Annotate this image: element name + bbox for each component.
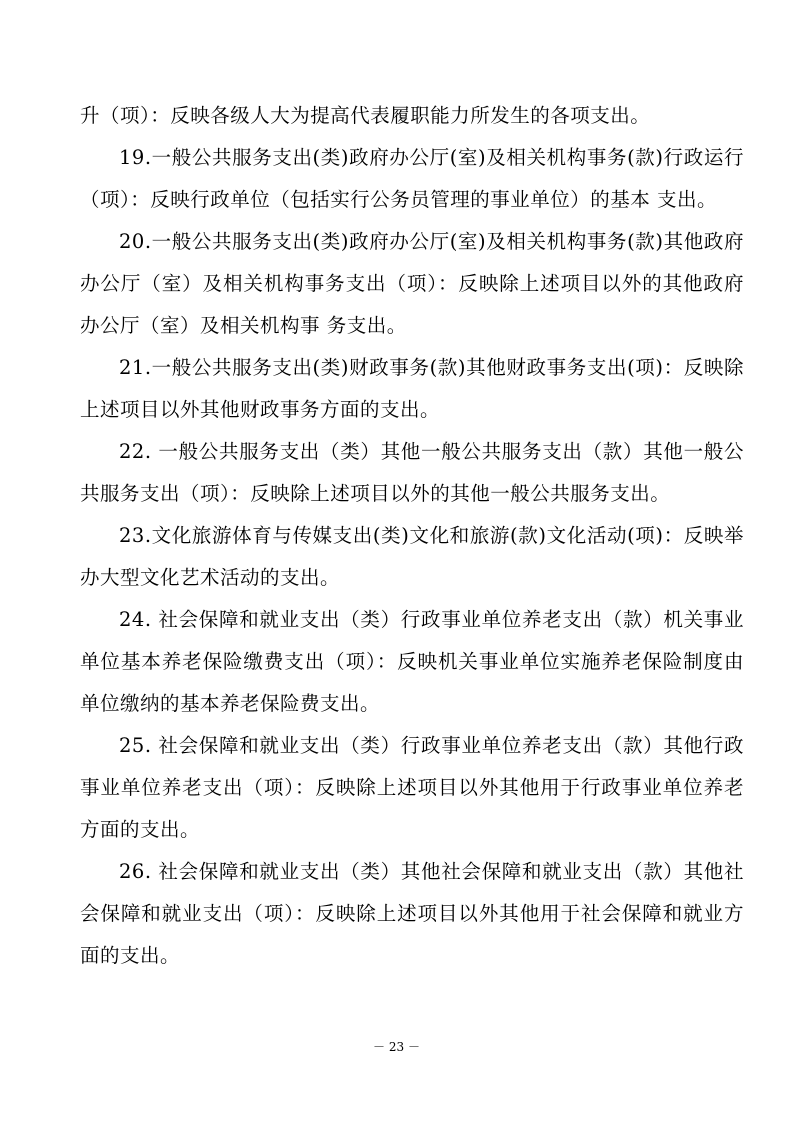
paragraph-item-19: 19.一般公共服务支出(类)政府办公厅(室)及相关机构事务(款)行政运行（项）：反映行政单位（包括实行公务员管理的事业单位）的基本 支出。 (80, 146, 744, 211)
paragraph-continued: 升（项）：反映各级人大为提高代表履职能力所发生的各项支出。 (80, 104, 651, 127)
document-body (80, 95, 744, 977)
paragraph-item-25: 25. 社会保障和就业支出（类）行政事业单位养老支出（款）其他行政事业单位养老支出（项）：反映除上述项目以外其他用于行政事业单位养老方面的支出。 (80, 734, 744, 841)
page-number: － 23 － (373, 1040, 420, 1054)
paragraph-item-26: 26. 社会保障和就业支出（类）其他社会保障和就业支出（款）其他社会保障和就业支出（项）：反映除上述项目以外其他用于社会保障和就业方面的支出。 (80, 860, 744, 967)
paragraph-item-22: 22. 一般公共服务支出（类）其他一般公共服务支出（款）其他一般公共服务支出（项）：反映除上述项目以外的其他一般公共服务支出。 (80, 440, 744, 505)
paragraph-item-21: 21.一般公共服务支出(类)财政事务(款)其他财政事务支出(项)：反映除上述项目以外其他财政事务方面的支出。 (80, 356, 744, 421)
paragraph-item-23: 23.文化旅游体育与传媒支出(类)文化和旅游(款)文化活动(项)：反映举办大型文化艺术活动的支出。 (80, 524, 744, 589)
paragraph-item-20: 20.一般公共服务支出(类)政府办公厅(室)及相关机构事务(款)其他政府办公厅（室）及相关机构事务支出（项）：反映除上述项目以外的其他政府办公厅（室）及相关机构事 务支出。 (80, 230, 744, 337)
paragraph-item-24: 24. 社会保障和就业支出（类）行政事业单位养老支出（款）机关事业单位基本养老保险缴费支出（项）：反映机关事业单位实施养老保险制度由单位缴纳的基本养老保险费支出。 (80, 608, 744, 715)
